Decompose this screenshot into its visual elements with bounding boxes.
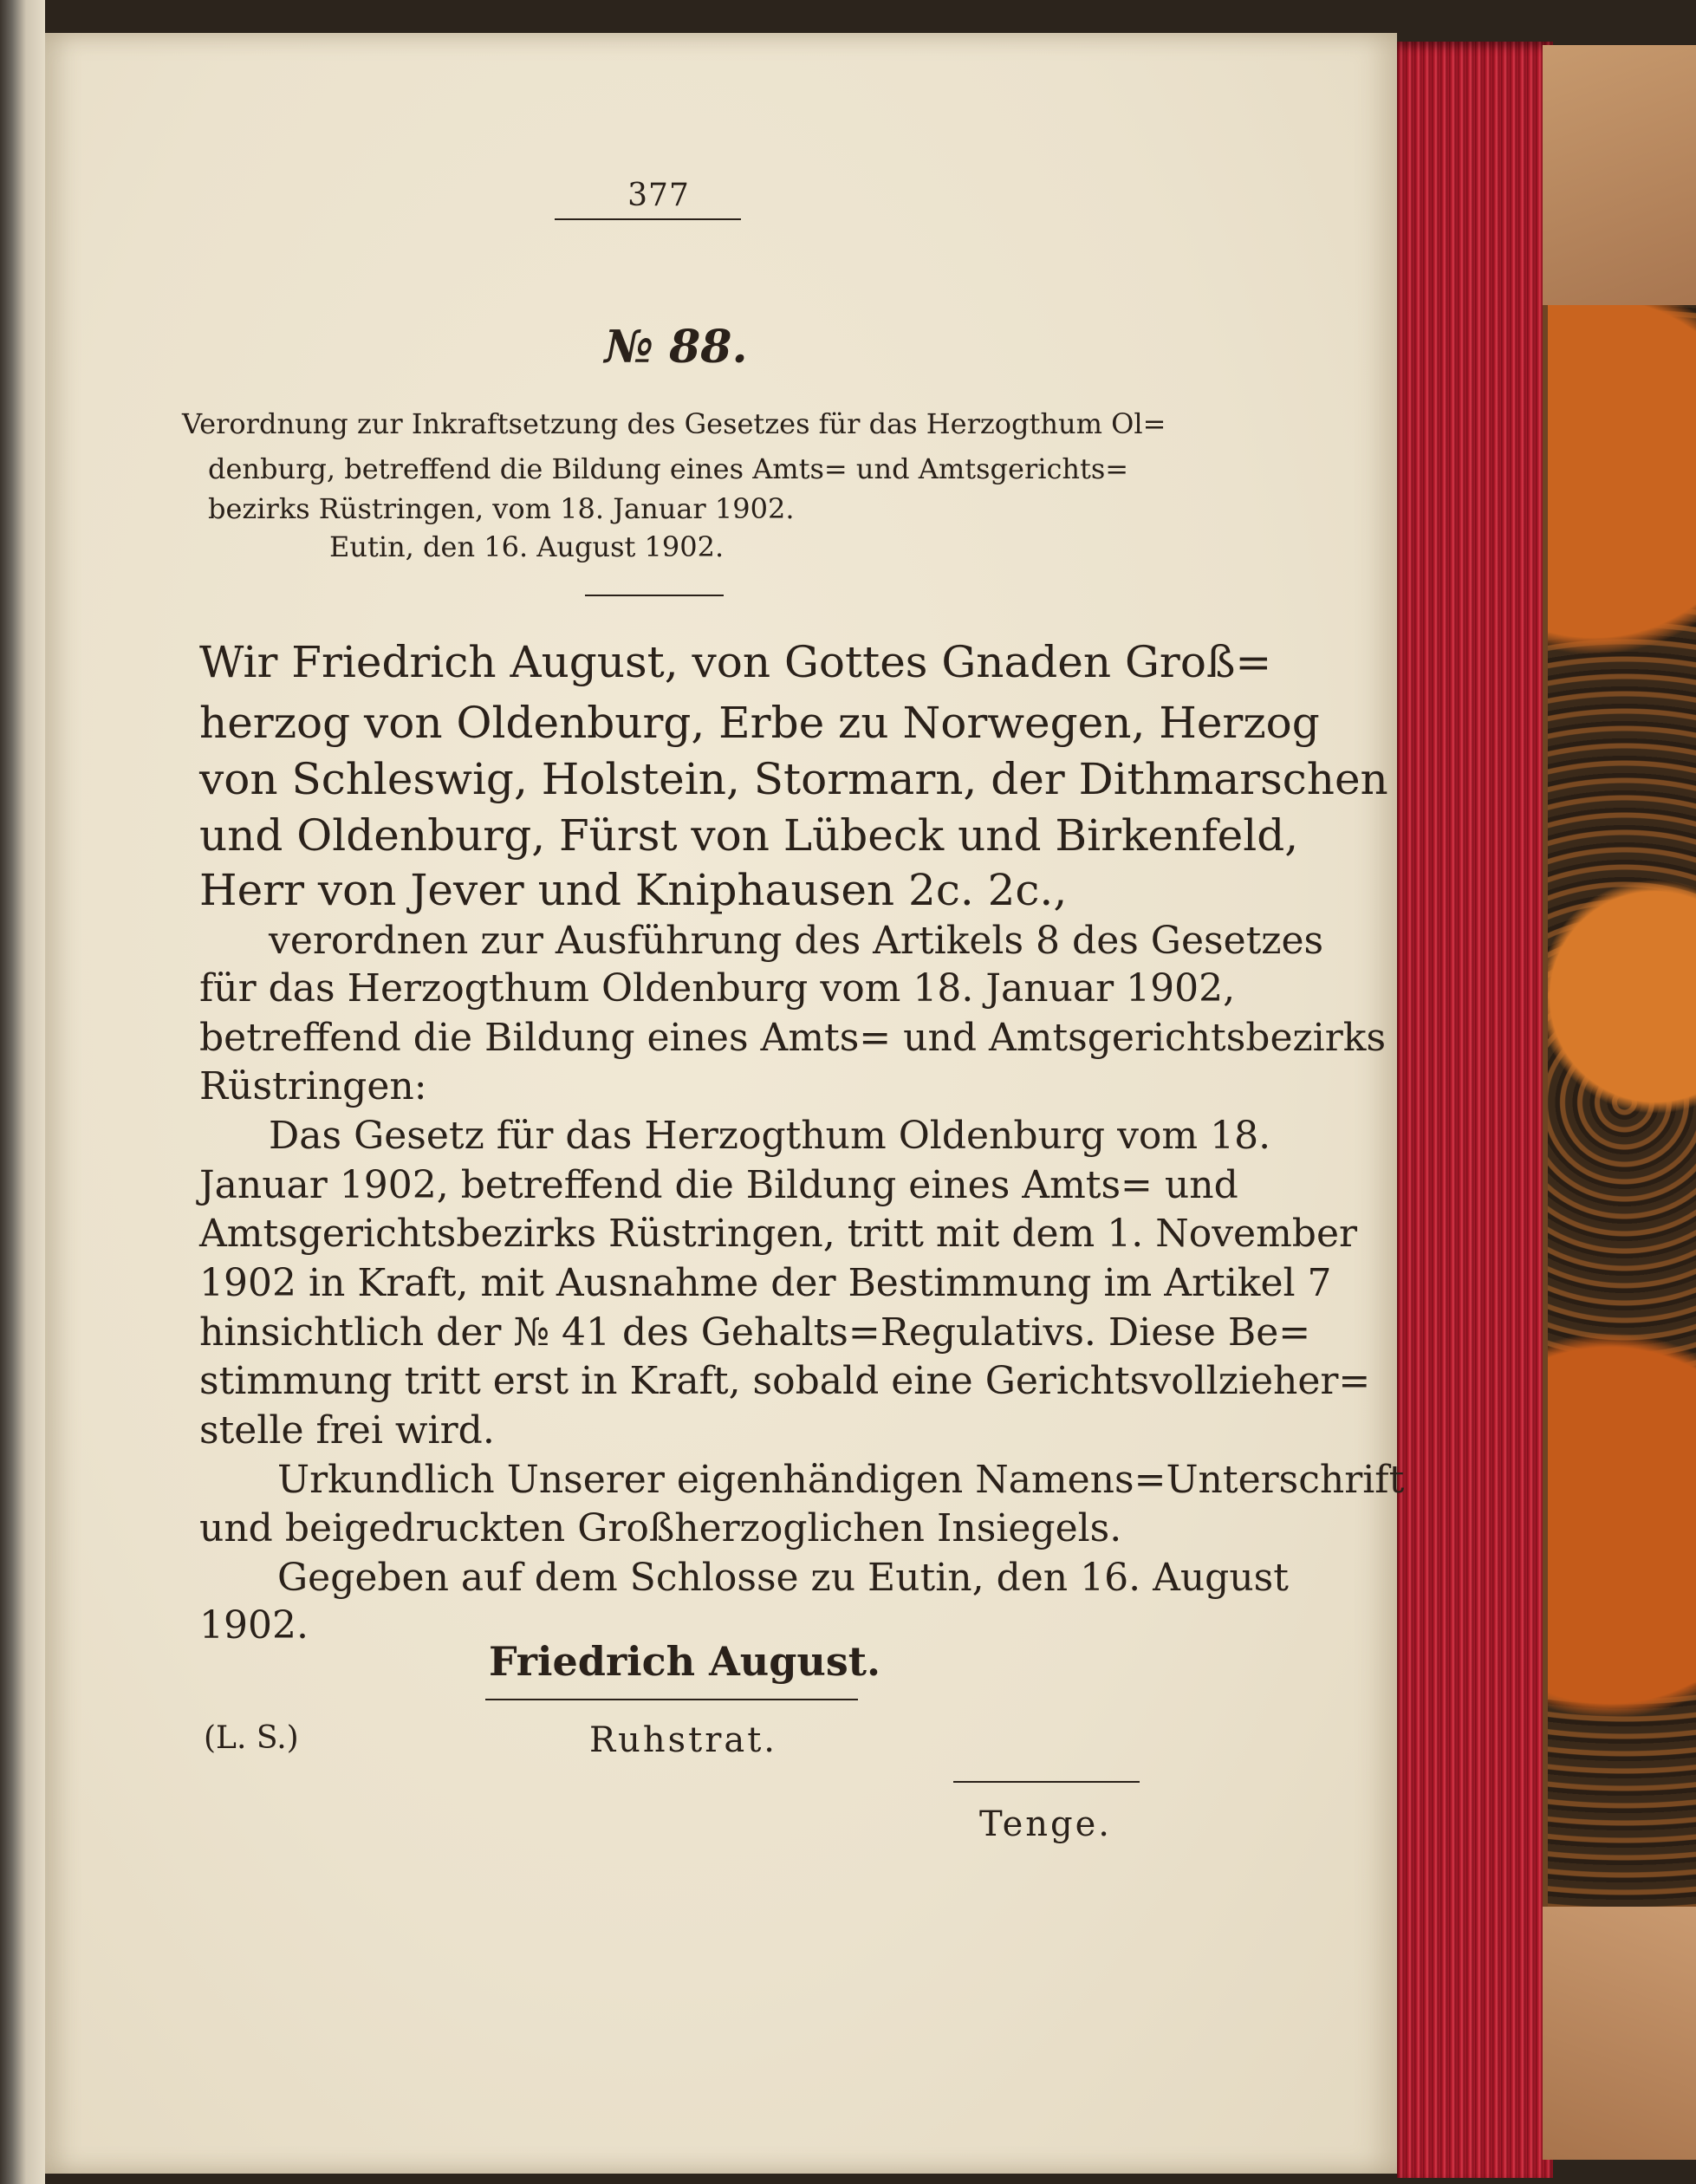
header-rule: [555, 218, 741, 220]
body-line-14: Gegeben auf dem Schlosse zu Eutin, den 16. August: [277, 1556, 1289, 1600]
law-number: № 88.: [604, 321, 748, 374]
intro-line-1: Wir Friedrich August, von Gottes Gnaden Groß=: [199, 637, 1272, 687]
heading-line-1: Verordnung zur Inkraftsetzung des Gesetzes für das Herzogthum Ol=: [182, 407, 1166, 440]
countersignature-2: Tenge.: [979, 1804, 1112, 1844]
body-line-13: und beigedruckten Großherzoglichen Insiegels.: [199, 1506, 1122, 1550]
heading-line-3: bezirks Rüstringen, vom 18. Januar 1902.: [208, 492, 795, 525]
heading-place-date: Eutin, den 16. August 1902.: [329, 530, 725, 563]
countersignature-1: Ruhstrat.: [589, 1720, 777, 1760]
heading-line-2: denburg, betreffend die Bildung eines Amts= und Amtsgerichts=: [208, 452, 1129, 485]
cover-corner-top: [1543, 45, 1696, 305]
body-line-10: stimmung tritt erst in Kraft, sobald eine Gerichtsvollzieher=: [199, 1359, 1371, 1403]
heading-rule: [585, 595, 724, 596]
book-cover: [1543, 45, 1696, 2160]
body-line-12: Urkundlich Unserer eigenhändigen Namens=Unterschrift: [277, 1458, 1405, 1502]
page-number: 377: [627, 178, 690, 213]
intro-line-2: herzog von Oldenburg, Erbe zu Norwegen, Herzog: [199, 698, 1320, 748]
body-line-4: Rüstringen:: [199, 1064, 427, 1108]
body-line-2: für das Herzogthum Oldenburg vom 18. Januar 1902,: [199, 966, 1236, 1011]
body-line-6: Januar 1902, betreffend die Bildung eines Amts= und: [199, 1163, 1238, 1207]
body-line-11: stelle frei wird.: [199, 1408, 495, 1453]
signature-rule: [485, 1699, 858, 1700]
intro-line-3: von Schleswig, Holstein, Stormarn, der Dithmarschen: [199, 754, 1388, 804]
body-line-5: Das Gesetz für das Herzogthum Oldenburg vom 18.: [269, 1114, 1271, 1158]
body-line-1: verordnen zur Ausführung des Artikels 8 des Gesetzes: [269, 919, 1324, 963]
intro-line-5: Herr von Jever und Kniphausen 2c. 2c.,: [199, 865, 1068, 915]
body-line-8: 1902 in Kraft, mit Ausnahme der Bestimmung im Artikel 7: [199, 1261, 1332, 1305]
cover-corner-bottom: [1543, 1907, 1696, 2160]
body-line-7: Amtsgerichtsbezirks Rüstringen, tritt mit dem 1. November: [199, 1212, 1358, 1256]
page-edges: [1397, 42, 1553, 2178]
body-line-15: 1902.: [199, 1603, 309, 1648]
left-page-edge: [0, 0, 45, 2184]
intro-line-4: und Oldenburg, Fürst von Lübeck und Birkenfeld,: [199, 810, 1299, 861]
body-line-9: hinsichtlich der № 41 des Gehalts=Regulativs. Diese Be=: [199, 1310, 1311, 1355]
seal-mark: (L. S.): [204, 1720, 299, 1756]
body-line-3: betreffend die Bildung eines Amts= und Amtsgerichtsbezirks: [199, 1016, 1387, 1060]
signature-sovereign: Friedrich August.: [488, 1638, 881, 1685]
countersign-rule: [953, 1781, 1140, 1783]
